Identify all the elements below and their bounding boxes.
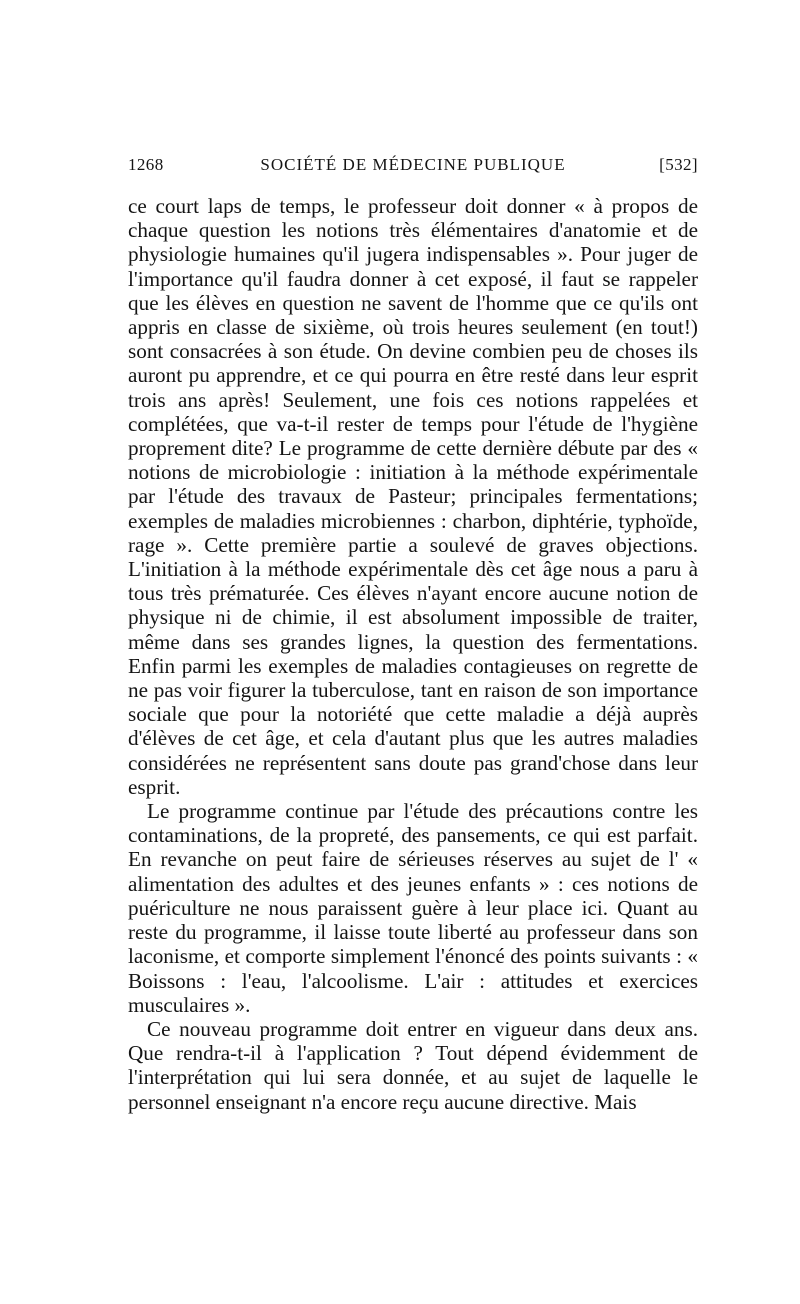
paragraph-1: ce court laps de temps, le professeur doit donner « à propos de chaque question les notions très élémentaires d'anatomie et de physiologie humaines qu'il jugera indispensables ». Pour juger de l'importance qu'il faudra donner à cet exposé, il faut se rappeler que les élèves en question ne savent de l'homme que ce qu'ils ont appris en classe de sixième, où trois heures seulement (en tout!) sont consacrées à son étude. On devine combien peu de choses ils auront pu apprendre, et ce qui pourra en être resté dans leur esprit trois ans après! Seulement, une fois ces notions rappelées et complétées, que va-t-il rester de temps pour l'étude de l'hygiène proprement dite? Le programme de cette dernière débute par des « notions de microbiologie : initiation à la méthode expérimentale par l'étude des travaux de Pasteur; principales fermentations; exemples de maladies microbiennes : charbon, diphtérie, typhoïde, rage ». Cette première partie a soulevé de graves objections. L'initiation à la méthode expérimentale dès cet âge nous a paru à tous très prématurée. Ces élèves n'ayant encore aucune notion de physique ni de chimie, il est absolument impossible de traiter, même dans ses grandes lignes, la question des fermentations. Enfin parmi les exemples de maladies contagieuses on regrette de ne pas voir figurer la tuberculose, tant en raison de son importance sociale que pour la notoriété que cette maladie a déjà auprès d'élèves de cet âge, et cela d'autant plus que les autres maladies considérées ne représentent sans doute pas grand'chose dans leur esprit. — [128, 194, 698, 799]
paragraph-2: Le programme continue par l'étude des précautions contre les contaminations, de la propreté, des pansements, ce qui est parfait. En revanche on peut faire de sérieuses réserves au sujet de l' « alimentation des adultes et des jeunes enfants » : ces notions de puériculture ne nous paraissent guère à leur place ici. Quant au reste du programme, il laisse toute liberté au professeur dans son laconisme, et comporte simplement l'énoncé des points suivants : « Boissons : l'eau, l'alcoolisme. L'air : attitudes et exercices musculaires ». — [128, 799, 698, 1017]
running-title: SOCIÉTÉ DE MÉDECINE PUBLIQUE — [260, 155, 566, 174]
body-text — [128, 194, 698, 1114]
page-reference: [532] — [659, 155, 698, 174]
running-header — [128, 155, 698, 181]
paragraph-3: Ce nouveau programme doit entrer en vigueur dans deux ans. Que rendra-t-il à l'application ? Tout dépend évidemment de l'interprétation qui lui sera donnée, et au sujet de laquelle le personnel enseignant n'a encore reçu aucune directive. Mais — [128, 1016, 698, 1114]
page-number: 1268 — [128, 155, 164, 174]
